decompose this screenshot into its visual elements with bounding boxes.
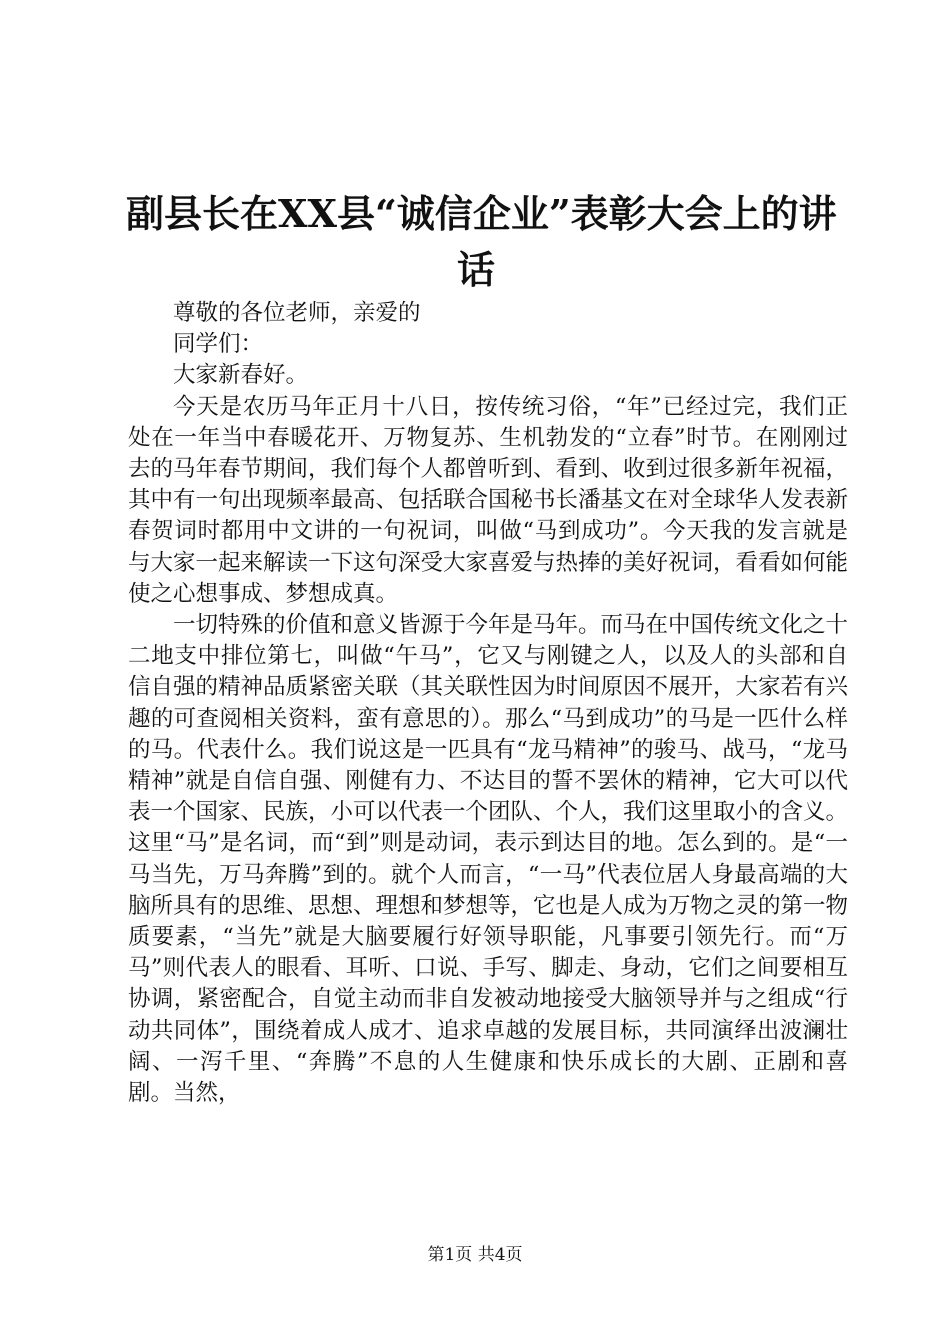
body-paragraph: 一切特殊的价值和意义皆源于今年是马年。而马在中国传统文化之十二地支中排位第七，叫做“午马”，它又与刚键之人，以及人的头部和自信自强的精神品质紧密关联（其关联性因为时间原因不展开，大家若有兴趣的可查阅相关资料，蛮有意思的）。那么“马到成功”的马是一匹什么样的马。代表什么。我们说这是一匹具有“龙马精神”的骏马、战马，“龙马精神”就是自信自强、刚健有力、不达目的誓不罢休的精神，它大可以代表一个国家、民族，小可以代表一个团队、个人，我们这里取小的含义。这里“马”是名词，而“到”则是动词，表示到达目的地。怎么到的。是“一马当先，万马奔腾”到的。就个人而言，“一马”代表位居人身最高端的大脑所具有的思维、思想、理想和梦想等，它也是人成为万物之灵的第一物质要素，“当先”就是大脑要履行好领导职能，凡事要引领先行。而“万马”则代表人的眼看、耳听、口说、手写、脚走、身动，它们之间要相互协调，紧密配合，自觉主动而非自发被动地接受大脑领导并与之组成“行动共同体”，围绕着成人成才、追求卓越的发展目标，共同演绎出波澜壮阔、一泻千里、“奔腾”不息的人生健康和快乐成长的大剧、正剧和喜剧。当然， <box>128 612 849 1107</box>
document-title <box>126 186 837 298</box>
title-line-1: 副县长在XX县“诚信企业”表彰大会上的讲 <box>126 191 837 236</box>
page-number-footer: 第1页 共4页 <box>427 1245 523 1265</box>
title-line-2: 话 <box>456 247 495 292</box>
document-body <box>128 298 848 1109</box>
greeting-paragraph: 大家新春好。 <box>173 362 309 389</box>
salutation-line-2: 同学们： <box>173 331 264 358</box>
body-paragraph: 今天是农历马年正月十八日，按传统习俗，“年”已经过完，我们正处在一年当中春暖花开、万物复苏、生机勃发的“立春”时节。在刚刚过去的马年春节期间，我们每个人都曾听到、看到、收到过很多新年祝福，其中有一句出现频率最高、包括联合国秘书长潘基文在对全球华人发表新春贺词时都用中文讲的一句祝词，叫做“马到成功”。今天我的发言就是与大家一起来解读一下这句深受大家喜爱与热捧的美好祝词，看看如何能使之心想事成、梦想成真。 <box>128 393 849 607</box>
salutation-line-1: 尊敬的各位老师，亲爱的 <box>173 300 421 326</box>
